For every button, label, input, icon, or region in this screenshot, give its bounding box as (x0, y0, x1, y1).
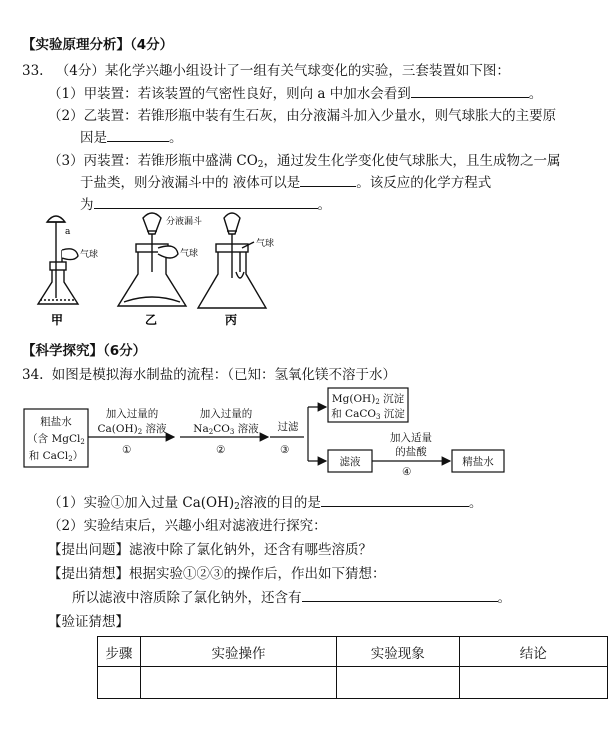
q34-verify: 【验证猜想】 (48, 614, 129, 630)
q33-part3: （3）丙装置：若锥形瓶中盛满 $CO_2$，通过发生化学变化使气球胀大，且生成物之一属 (48, 153, 561, 170)
q33-intro: 33. （4分）某化学兴趣小组设计了一组有关气球变化的实验，三套装置如下图： (22, 63, 510, 79)
filtrate-label: 滤液 (339, 456, 361, 468)
step4-label: 加入适量 (390, 432, 432, 444)
q33-part2: （2）乙装置：若锥形瓶中装有生石灰，由分液漏斗加入少量水，则气球胀大的主要原 (48, 108, 557, 124)
label-balloon-yi: 气球 (180, 249, 199, 259)
step3-number: ③ (280, 444, 290, 456)
section-title-inquiry: 【科学探究】 (22, 343, 103, 359)
answer-blank (302, 588, 498, 602)
svg-text:（含 MgCl2: （含 MgCl2 (27, 433, 85, 446)
step1-label: 加入过量的 (105, 408, 159, 420)
flask-bing (198, 213, 266, 308)
header-conclusion: 结论 (459, 637, 607, 667)
table-header-row (98, 637, 608, 667)
table-cell[interactable] (140, 667, 336, 699)
svg-text:Mg(OH)2 沉淀: Mg(OH)2 沉淀 (331, 393, 405, 406)
answer-blank (411, 84, 529, 98)
answer-blank (107, 128, 169, 142)
q33-part2-cont: 因是 。 (80, 130, 183, 146)
section-score: （6分） (103, 343, 147, 359)
svg-text:粗盐水: 粗盐水 (40, 416, 72, 428)
header-phenomenon: 实验现象 (337, 637, 460, 667)
label-a: a (65, 227, 71, 237)
salt-flow-diagram (22, 385, 522, 477)
experiment-table (97, 636, 608, 699)
step1-number: ① (122, 444, 132, 456)
q33-part1: （1）甲装置：若该装置的气密性良好，则向 a 中加水会看到 。 (48, 86, 543, 102)
svg-text:和 CaCl2）: 和 CaCl2） (28, 450, 84, 463)
svg-text:Na2CO3 溶液: Na2CO3 溶液 (193, 423, 259, 436)
q33-part3-cont2: 为 。 (80, 197, 331, 213)
table-cell[interactable] (337, 667, 460, 699)
answer-blank (321, 493, 469, 507)
q33-part3-cont: 于盐类，则分液漏斗中的 液体可以是 。该反应的化学方程式 (80, 175, 492, 191)
table-cell[interactable] (459, 667, 607, 699)
svg-text:的盐酸: 的盐酸 (395, 446, 427, 458)
q34-part1: （1）实验①加入过量 $Ca(OH)_2$溶液的目的是 。 (48, 495, 483, 512)
apparatus-figure (30, 212, 275, 327)
step2-label: 加入过量的 (199, 408, 253, 420)
flask-jia (38, 216, 78, 304)
header-operation: 实验操作 (140, 637, 336, 667)
label-balloon-bing: 气球 (256, 239, 275, 249)
q34-hypothesis-line: 所以滤液中溶质除了氯化钠外，还含有 。 (72, 590, 511, 606)
step4-number: ④ (402, 466, 412, 478)
q33-number: 33. (22, 63, 44, 79)
q34-number: 34. (22, 367, 44, 383)
caption-jia: 甲 (51, 313, 64, 327)
q34-part2: （2）实验结束后，兴趣小组对滤液进行探究： (48, 518, 327, 534)
caption-bing: 丙 (225, 313, 238, 327)
caption-yi: 乙 (145, 313, 158, 327)
header-step: 步骤 (98, 637, 141, 667)
svg-text:Ca(OH)2 溶液: Ca(OH)2 溶液 (97, 423, 167, 436)
section-score: （4分） (130, 37, 174, 53)
q34-intro: 34. 如图是模拟海水制盐的流程：（已知：氢氧化镁不溶于水） (22, 367, 397, 383)
q34-question: 【提出问题】滤液中除了氯化钠外，还含有哪些溶质？ (48, 542, 372, 558)
svg-text:和 CaCO3 沉淀: 和 CaCO3 沉淀 (331, 408, 405, 421)
q34-hypothesis: 【提出猜想】根据实验①②③的操作后，作出如下猜想： (48, 566, 386, 582)
table-row (98, 667, 608, 699)
label-funnel: 分液漏斗 (166, 217, 203, 227)
label-balloon-jia: 气球 (80, 250, 99, 260)
table-cell[interactable] (98, 667, 141, 699)
section-title-principle: 【实验原理分析】 (22, 37, 130, 53)
step2-number: ② (216, 444, 226, 456)
step3-label: 过滤 (277, 421, 299, 433)
refined-brine-label: 精盐水 (462, 456, 494, 468)
answer-blank (94, 195, 318, 209)
answer-blank (300, 173, 356, 187)
